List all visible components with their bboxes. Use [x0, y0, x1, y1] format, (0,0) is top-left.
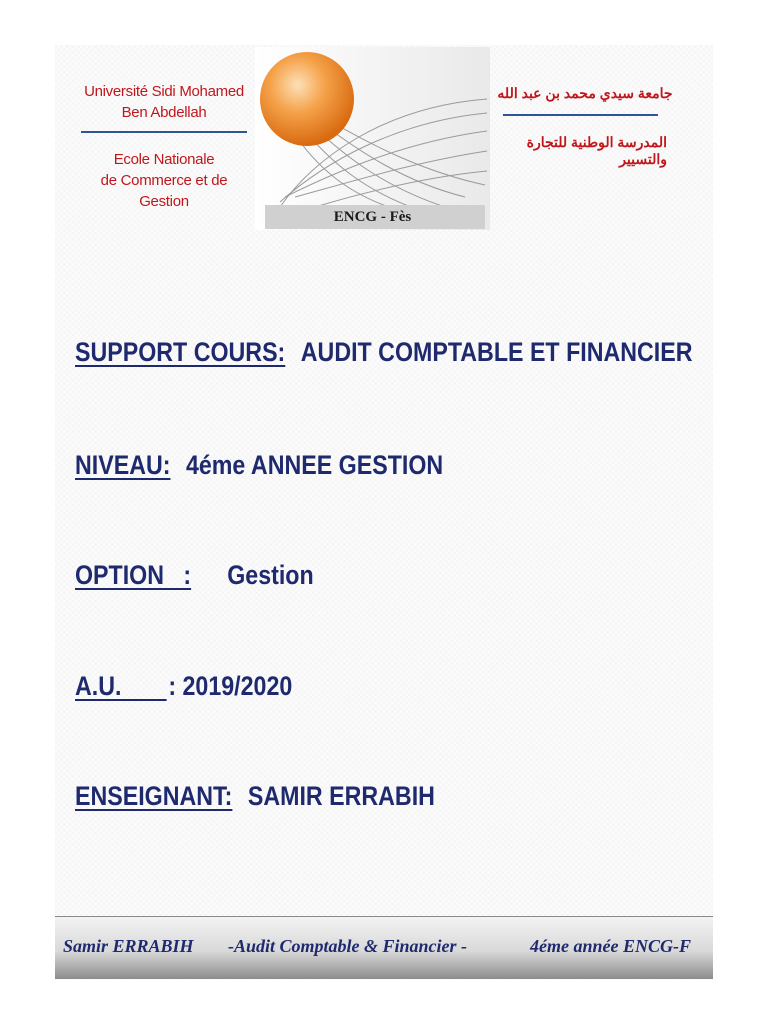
academic-year-row [75, 671, 292, 702]
university-header-fr [75, 81, 253, 212]
support-row [75, 337, 692, 368]
university-name-fr: Université Sidi Mohamed Ben Abdellah [84, 83, 244, 121]
header-divider-ar [503, 114, 658, 116]
school-name-ar: المدرسة الوطنية للتجارة والتسيير [526, 134, 667, 167]
footer-author: Samir ERRABIH [63, 936, 194, 956]
footer-bar [55, 916, 713, 979]
slide [55, 45, 713, 980]
header-divider-fr [81, 131, 247, 133]
academic-year-label: A.U. [75, 671, 167, 701]
university-header-ar [485, 85, 685, 168]
option-row [75, 560, 314, 591]
enseignant-label: ENSEIGNANT: [75, 781, 233, 811]
niveau-row [75, 450, 443, 481]
school-name-fr-line1: Ecole Nationale [113, 151, 215, 168]
enseignant-value: SAMIR ERRABIH [247, 781, 435, 811]
academic-year-value: : 2019/2020 [168, 671, 293, 701]
option-value: Gestion [227, 560, 314, 590]
support-value: AUDIT COMPTABLE ET FINANCIER [300, 337, 693, 367]
logo-caption: ENCG - Fès [333, 209, 412, 225]
encg-logo [255, 47, 490, 230]
footer-course: -Audit Comptable & Financier - [228, 936, 468, 956]
support-label: SUPPORT COURS: [75, 337, 286, 367]
encg-logo-graphic [255, 47, 490, 230]
option-label: OPTION : [75, 560, 192, 590]
niveau-label: NIVEAU: [75, 450, 171, 480]
niveau-value: 4éme ANNEE GESTION [185, 450, 444, 480]
footer-level: 4éme année ENCG-F [530, 936, 691, 956]
school-name-fr-line2: de Commerce et de Gestion [100, 172, 228, 210]
enseignant-row [75, 781, 435, 812]
university-name-ar: جامعة سيدي محمد بن عبد الله [497, 85, 673, 101]
